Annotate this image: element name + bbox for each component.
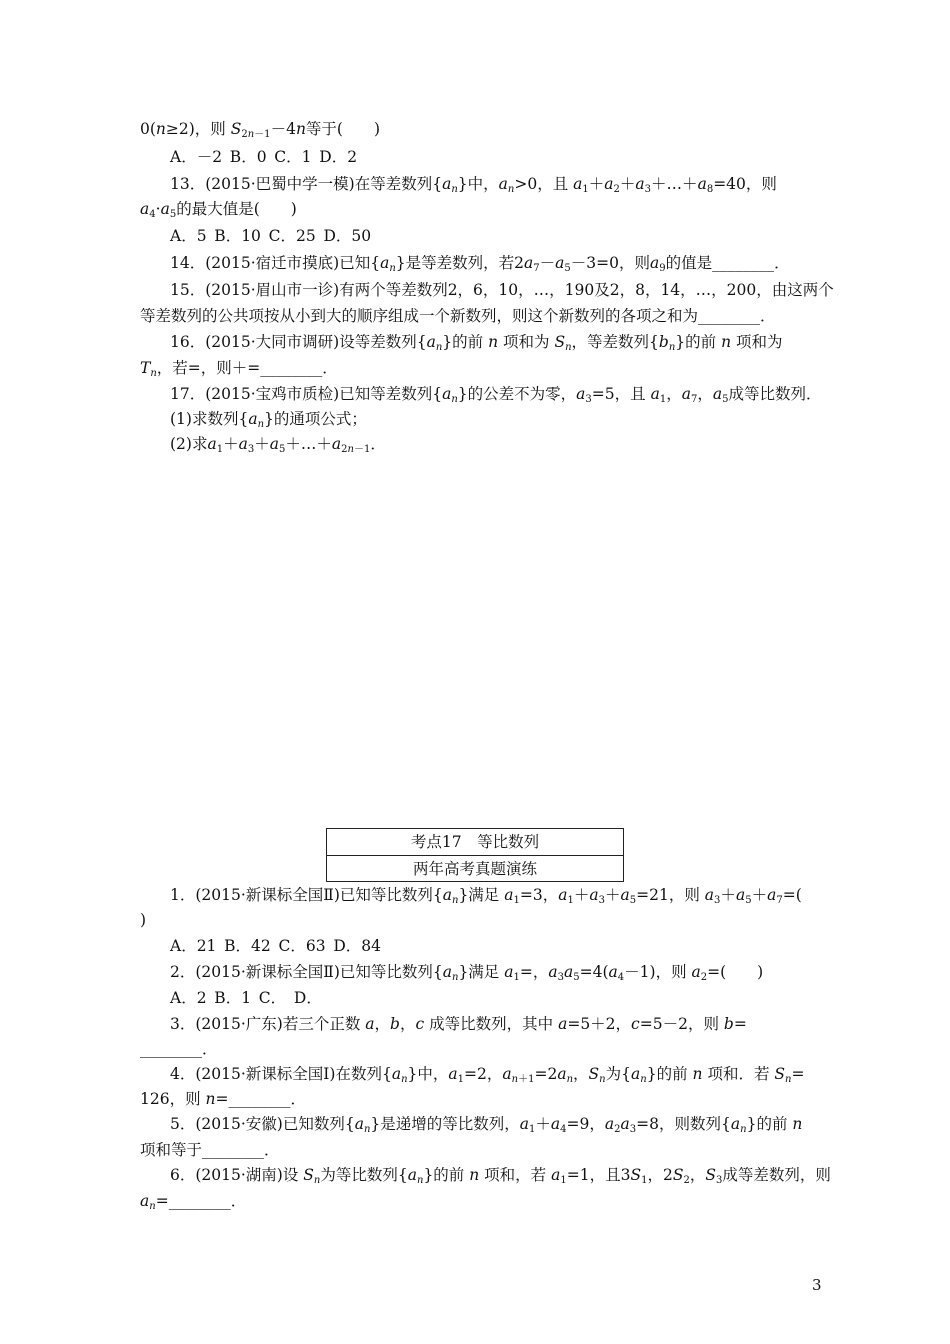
options-line: A．－2 B．0 C．1 D．2 (170, 148, 358, 166)
question-16-line: $T_n$，若=，则＋=________． (140, 359, 338, 379)
question-17-line: 17．(2015·宝鸡市质检)已知等差数列$\{a_n\}$的公差不为零，$a_3=5$，且 $a_1$，$a_7$，$a_5$成等比数列． (170, 385, 822, 405)
options-line: A．21 B．42 C．63 D．84 (170, 937, 382, 955)
question-14-line: 14．(2015·宿迁市摸底)已知$\{a_n\}$是等差数列，若$2a_7-a_5-3=0$，则$a_9$的值是________． (170, 254, 790, 274)
question-4-line: 126，则 n=________． (140, 1090, 307, 1108)
section-subtitle: 两年高考真题演练 (327, 855, 623, 882)
question-15-line: 15．(2015·眉山市一诊)有两个等差数列2，6，10，…，190及2，8，14，…，200，由这两个 (170, 281, 834, 299)
question-15-line: 等差数列的公共项按从小到大的顺序组成一个新数列，则这个新数列的各项之和为________． (140, 307, 776, 325)
question-3-line: ________． (140, 1040, 218, 1058)
question-1-line: ) (140, 911, 147, 929)
question-5-line: 项和等于________． (140, 1141, 280, 1159)
question-13-line: 13．(2015·巴蜀中学一模)在等差数列$\{a_n\}$中，$a_n>0$，且 $a_1+a_2+a_3+\dots+a_8=40$，则 (170, 175, 777, 195)
question-1-line: 1．(2015·新课标全国Ⅱ)已知等比数列$\{a_n\}$满足 $a_1=3$，$a_1+a_3+a_5=21$，则 $a_3+a_5+a_7=$( (170, 886, 802, 906)
text-line: 0(n≥2)，则 $S_{2n-1}-4n$等于( ) (140, 120, 381, 140)
question-6-line: $a_n=\_\_\_\_\_\_\_\_$． (140, 1192, 247, 1212)
question-13-line: $a_4\cdot a_5$的最大值是( ) (140, 200, 297, 220)
question-3-line: 3．(2015·广东)若三个正数 a，b，c 成等比数列，其中 a=5＋2，c=5－2，则 b= (170, 1015, 747, 1033)
options-line: A．2 B．1 C． D． (170, 989, 322, 1007)
section-heading-box (326, 828, 624, 882)
section-title: 考点17 等比数列 (410, 833, 540, 851)
question-2-line: 2．(2015·新课标全国Ⅱ)已知等比数列$\{a_n\}$满足 $a_1=$，$a_3a_5=4(a_4-1)$，则 $a_2=$( ) (170, 963, 764, 983)
question-5-line: 5．(2015·安徽)已知数列$\{a_n\}$是递增的等比数列，$a_1+a_4=9$，$a_2a_3=8$，则数列$\{a_n\}$的前 n (170, 1115, 803, 1135)
question-17-part-1: (1)求数列$\{a_n\}$的通项公式； (170, 410, 367, 430)
question-6-line: 6．(2015·湖南)设 $S_n$为等比数列$\{a_n\}$的前 n 项和，若 $a_1=1$，且$3S_1$，$2S_2$，$S_3$成等差数列，则 (170, 1166, 831, 1186)
question-17-part-2: (2)求$a_1+a_3+a_5+\dots+a_{2n-1}$． (170, 435, 386, 455)
question-16-line: 16．(2015·大同市调研)设等差数列$\{a_n\}$的前 n 项和为 $S_n$，等差数列$\{b_n\}$的前 n 项和为 (170, 333, 783, 353)
options-line: A．5 B．10 C．25 D．50 (170, 227, 372, 245)
page-number: 3 (812, 1276, 822, 1294)
question-4-line: 4．(2015·新课标全国Ⅰ)在数列$\{a_n\}$中，$a_1=2$，$a_{n+1}=2a_n$，$S_n$为$\{a_n\}$的前 n 项和．若 $S_n=$ (170, 1065, 805, 1085)
